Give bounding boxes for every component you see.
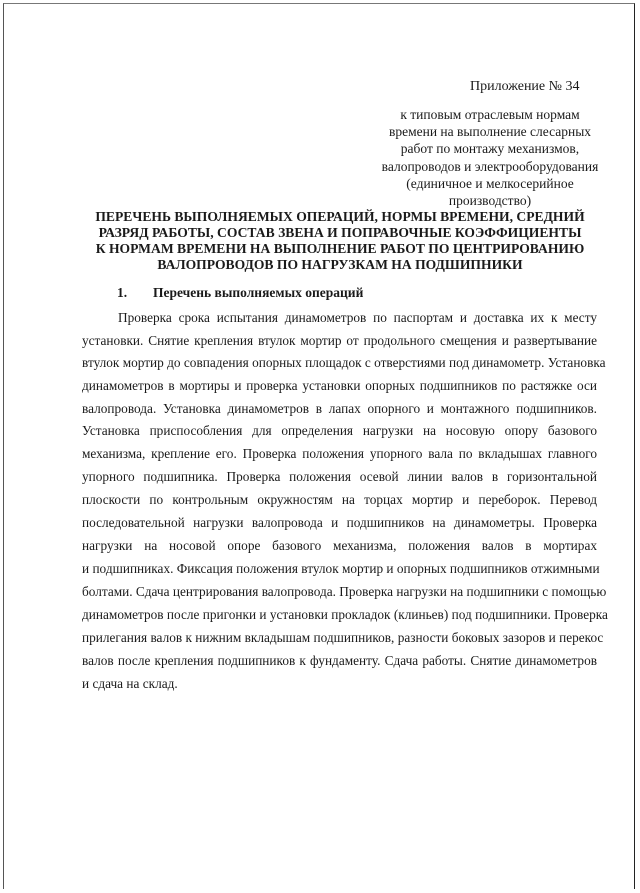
body-text-line: болтами. Сдача центрирования валопровода. Проверка нагрузки на подшипники с помощью [82,584,607,599]
appendix-title: Приложение № 34 [470,79,580,94]
body-text-line: плоскости по контрольным окружностям на торцах мортир и переборок. Перевод [82,492,597,507]
heading-line: РАЗРЯД РАБОТЫ, СОСТАВ ЗВЕНА И ПОПРАВОЧНЫЕ КОЭФФИЦИЕНТЫ [98,225,582,240]
appendix-description-line: производство) [448,193,532,209]
section-title: Перечень выполняемых операций [153,285,364,300]
body-text-line: динамометров после пригонки и установки прокладок (клиньев) под подшипники. Проверка [82,607,608,622]
body-text-line: втулок мортир до совпадения опорных площадок с отверстиями под динамометр. Установка [82,355,606,370]
heading-line: ВАЛОПРОВОДОВ ПО НАГРУЗКАМ НА ПОДШИПНИКИ [157,257,523,272]
body-text-line: динамометров в мортиры и проверка установки опорных подшипников по растяжке оси [82,378,597,393]
body-text-line: прилегания валов к нижним вкладышам подшипников, разности боковых зазоров и перекос [82,630,604,645]
appendix-description [372,106,608,209]
section-number: 1. [117,285,128,300]
body-text-line: и подшипниках. Фиксация положения втулок мортир и опорных подшипников отжимными [82,561,600,576]
body-text-line: валов после крепления подшипников к фундаменту. Сдача работы. Снятие динамометров [82,653,597,668]
body-text-line: механизма, крепление его. Проверка положения упорного вала по вкладышах главного [82,446,597,461]
appendix-description-line: валопроводов и электрооборудования [381,158,599,174]
heading-line: ПЕРЕЧЕНЬ ВЫПОЛНЯЕМЫХ ОПЕРАЦИЙ, НОРМЫ ВРЕМЕНИ, СРЕДНИЙ [95,209,585,224]
appendix-description-line: времени на выполнение слесарных [388,124,592,140]
heading-line: К НОРМАМ ВРЕМЕНИ НА ВЫПОЛНЕНИЕ РАБОТ ПО ЦЕНТРИРОВАНИЮ [95,241,585,256]
appendix-description-line: работ по монтажу механизмов, [400,141,580,157]
body-text-line: последовательной нагрузки валопровода и подшипников на динамометры. Проверка [82,515,597,530]
body-text-line: Установка приспособления для определения нагрузки на носовую опору базового [82,423,597,438]
appendix-description-line: к типовым отраслевым нормам [400,107,580,122]
body-text-line: установки. Снятие крепления втулок мортир от продольного смещения и развертывание [82,333,597,348]
body-text-line: Проверка срока испытания динамометров по паспортам и доставка их к месту [118,310,597,325]
document-heading [80,209,600,273]
body-text-line: валопровода. Установка динамометров в лапах опорного и монтажного подшипников. [82,401,597,416]
appendix-description-line: (единичное и мелкосерийное [406,175,574,191]
body-text-line: и сдача на склад. [82,676,178,691]
body-text-line: упорного подшипника. Проверка положения осевой линии валов в горизонтальной [82,469,597,484]
body-text-line: нагрузки на носовой опоре базового механизма, положения валов в мортирах [82,538,597,553]
